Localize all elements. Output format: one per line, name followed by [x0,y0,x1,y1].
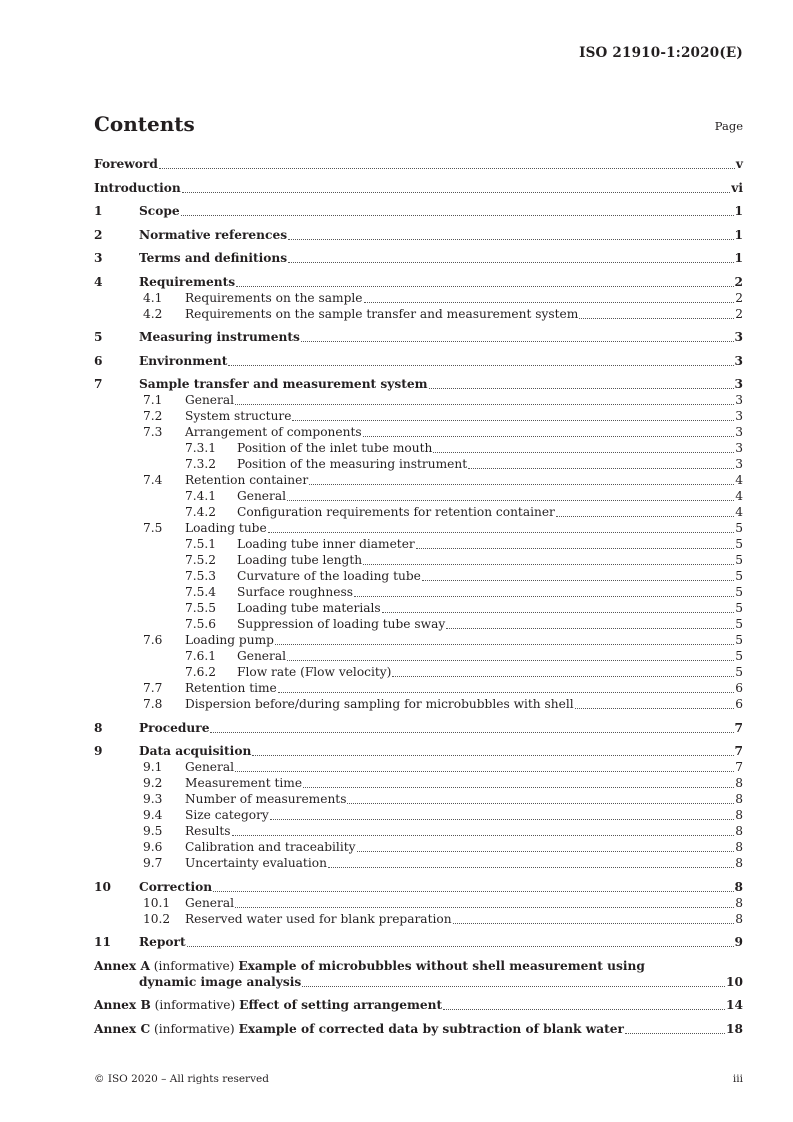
toc-entry-number: 7.4.1 [185,489,217,503]
toc-entry-number: 7.6.2 [185,665,217,679]
toc-entry-title: Terms and definitions [139,251,288,265]
toc-entry-leader-line [185,408,743,424]
toc-entry-title: Foreword [94,157,158,171]
toc-entry-title: Correction [139,879,213,894]
toc-entry[interactable] [94,156,743,172]
toc-entry-page: 8 [735,776,743,790]
toc-entry-leader-line [185,424,743,440]
toc-entry-page: 1 [734,227,743,242]
toc-entry-title: Data acquisition [139,744,252,758]
toc-entry-title: Suppression of loading tube sway [237,617,446,631]
toc-entry-leader-line [185,759,743,775]
dot-leader [624,1021,726,1037]
toc-entry-title: General [185,760,234,774]
toc-entry-page: 5 [735,633,743,647]
dot-leader [381,600,736,616]
toc-entry-leader-line [185,839,743,855]
toc-entry-title: General [185,393,234,407]
toc-entry-title: Report [139,935,186,949]
toc-entry-page: 5 [735,537,743,551]
toc-entry-page: 2 [735,290,743,305]
toc-entry-page: 7 [734,720,743,735]
dot-leader [300,329,735,345]
toc-annex-entry[interactable] [94,1021,743,1037]
toc-entry-leader-line [237,488,743,504]
toc-entry-title: Procedure [139,720,210,735]
toc-entry-page: 2 [734,274,743,289]
annex-page: 18 [726,1021,743,1036]
annex-label: Annex C [94,1021,151,1036]
toc-entry-leader-line [185,855,743,871]
toc-entry[interactable] [94,807,743,823]
toc-entry-title: Requirements [139,274,236,289]
toc-entry-title: Configuration requirements for retention container [237,505,555,519]
toc-entry-title: General [237,489,286,503]
toc-entry-number: 10.2 [143,911,171,926]
dot-leader [442,997,726,1013]
toc-entry-leader-line [185,520,743,536]
toc-entry-title: Calibration and traceability [185,840,356,854]
dot-leader [302,775,735,791]
dot-leader [186,934,735,950]
toc-entry-number: 7.5.4 [185,585,217,599]
toc-entry-leader-line [185,895,743,911]
annex-label: Annex A [94,958,150,973]
toc-entry[interactable] [94,823,743,839]
toc-entry-number: 7.6.1 [185,649,217,663]
toc-entry[interactable] [94,632,743,648]
dot-leader [578,306,735,322]
toc-entry[interactable] [94,911,743,927]
toc-entry-leader-line [237,584,743,600]
toc-entry[interactable] [94,250,743,266]
dot-leader [251,743,734,759]
dot-leader [227,353,734,369]
toc-entry-page: 8 [735,808,743,822]
toc-entry-leader-line [139,274,743,290]
toc-entry-leader-line [185,791,743,807]
toc-entry-number: 6 [94,353,103,368]
toc-entry-leader-line [237,536,743,552]
toc-entry[interactable] [94,616,743,632]
toc-entry-number: 5 [94,330,103,344]
toc-entry-number: 9.2 [143,776,163,790]
toc-entry-page: vi [731,180,743,195]
toc-entry-page: 3 [734,353,743,368]
toc-entry-title: Retention time [185,681,277,695]
toc-entry-page: 3 [734,377,743,391]
toc-entry-leader-line [94,156,743,172]
toc-entry-title: Loading tube inner diameter [237,537,415,551]
dot-leader [287,227,734,243]
toc-entry-title: Position of the measuring instrument [237,457,468,471]
toc-entry-number: 7.3 [143,425,163,439]
toc-entry[interactable] [94,743,743,759]
toc-entry-page: 3 [735,393,743,407]
page-column-label: Page [714,119,743,133]
toc-entry-page: 7 [734,744,743,758]
toc-entry[interactable] [94,648,743,664]
toc-entry-title: Scope [139,204,180,218]
toc-entry-number: 9.6 [143,840,163,854]
toc-entry-number: 7.8 [143,697,163,711]
toc-entry-leader-line [185,680,743,696]
annex-title-continued: dynamic image analysis [139,974,302,989]
dot-leader [235,274,734,290]
toc-entry-number: 7.5 [143,521,163,535]
toc-entry-page: 6 [735,697,743,711]
dot-leader [346,791,735,807]
annex-type: (informative) [150,998,240,1012]
toc-entry[interactable] [94,329,743,345]
toc-entry-page: 5 [735,553,743,567]
toc-entry-title: General [185,895,234,910]
toc-entry-number: 4 [94,274,103,289]
toc-entry-title: General [237,649,286,663]
document-id: ISO 21910-1:2020(E) [579,45,743,61]
contents-header [94,112,743,140]
dot-leader [234,392,735,408]
toc-entry-page: 9 [734,935,743,949]
toc-entry-title: Reserved water used for blank preparation [185,911,452,926]
annex-line [94,958,743,974]
dot-leader [269,807,735,823]
toc-entry-leader-line [237,648,743,664]
toc-entry[interactable] [94,855,743,871]
annex-type: (informative) [150,1021,239,1036]
toc-entry-number: 7.3.1 [185,441,217,455]
toc-entry-leader-line [94,180,743,196]
toc-entry-number: 7.5.5 [185,601,217,615]
toc-entry-leader-line [185,632,743,648]
dot-leader [181,180,731,196]
toc-entry[interactable] [94,568,743,584]
toc-entry-page: 4 [735,473,743,487]
dot-leader [267,520,736,536]
dot-leader [353,584,735,600]
toc-entry-page: 8 [735,792,743,806]
toc-entry-number: 7.5.2 [185,553,217,567]
toc-entry-leader-line [185,775,743,791]
annex-line-continued [94,974,743,990]
toc-entry-page: 8 [735,824,743,838]
dot-leader [301,974,726,990]
toc-entry-number: 9.5 [143,824,163,838]
annex-title: Effect of setting arrangement [239,998,443,1012]
dot-leader [467,456,735,472]
toc-entry[interactable] [94,504,743,520]
toc-entry[interactable] [94,791,743,807]
toc-entry-leader-line [185,823,743,839]
toc-entry-title: Number of measurements [185,792,347,806]
dot-leader [445,616,735,632]
toc-entry-page: 5 [735,521,743,535]
toc-entry-title: Loading pump [185,633,274,647]
toc-entry-page: 3 [735,441,743,455]
toc-entry[interactable] [94,600,743,616]
dot-leader [363,290,736,306]
dot-leader [428,376,735,392]
toc-entry-page: 8 [735,911,743,926]
toc-entry-number: 7.5.3 [185,569,217,583]
toc-entry-leader-line [139,934,743,950]
toc-entry-leader-line [237,616,743,632]
toc-entry-leader-line [139,329,743,345]
toc-entry-number: 11 [94,935,111,949]
toc-entry-number: 7.2 [143,409,163,423]
toc-entry-title: Loading tube materials [237,601,381,615]
toc-entry[interactable] [94,879,743,895]
toc-entry-page: 7 [735,760,743,774]
toc-entry-leader-line [237,504,743,520]
dot-leader [391,664,735,680]
toc-entry-title: Sample transfer and measurement system [139,377,428,391]
toc-entry[interactable] [94,456,743,472]
dot-leader [180,203,735,219]
dot-leader [432,440,735,456]
toc-entry-title: Dispersion before/during sampling for microbubbles with shell [185,697,574,711]
toc-entry-page: 5 [735,649,743,663]
toc-entry[interactable] [94,759,743,775]
dot-leader [308,472,735,488]
dot-leader [277,680,735,696]
dot-leader [274,632,735,648]
toc-entry-number: 7.5.6 [185,617,217,631]
toc-entry-number: 8 [94,720,103,735]
toc-entry-page: 5 [735,585,743,599]
toc-entry[interactable] [94,720,743,736]
toc-entry-title: Size category [185,808,269,822]
toc-entry[interactable] [94,895,743,911]
annex-label: Annex B [94,998,151,1012]
page-number: iii [732,1073,743,1085]
dot-leader [287,250,734,266]
dot-leader [555,504,735,520]
toc-entry[interactable] [94,274,743,290]
toc-entry-page: 6 [735,681,743,695]
toc-entry[interactable] [94,424,743,440]
toc-entry-page: 8 [735,895,743,910]
toc-entry-page: 2 [735,306,743,321]
toc-entry-title: Loading tube length [237,553,363,567]
toc-entry[interactable] [94,180,743,196]
toc-entry-number: 9.1 [143,760,163,774]
dot-leader [452,911,736,927]
dot-leader [158,156,736,172]
toc-entry-leader-line [185,696,743,712]
toc-entry-page: 5 [735,665,743,679]
annex-line [94,1021,743,1037]
dot-leader [574,696,736,712]
dot-leader [362,424,736,440]
annex-line [94,997,743,1013]
toc-entry-page: 4 [735,505,743,519]
toc-entry-number: 1 [94,204,103,218]
dot-leader [231,823,736,839]
copyright-notice: © ISO 2020 – All rights reserved [94,1073,269,1085]
toc-entry-page: 1 [734,204,743,218]
toc-entry-leader-line [139,227,743,243]
dot-leader [327,855,735,871]
toc-entry-number: 10.1 [143,895,171,910]
toc-entry-page: 5 [735,569,743,583]
toc-entry[interactable] [94,536,743,552]
toc-entry[interactable] [94,408,743,424]
table-of-contents [94,156,743,1037]
toc-entry-title: Retention container [185,473,309,487]
annex-title: Example of corrected data by subtraction of blank water [238,1021,624,1036]
toc-entry-leader-line [185,392,743,408]
toc-entry[interactable] [94,227,743,243]
toc-entry-page: 3 [735,425,743,439]
toc-entry-page: 8 [734,879,743,894]
toc-entry-number: 3 [94,251,103,265]
toc-entry-leader-line [237,456,743,472]
annex-page: 14 [726,998,743,1012]
toc-entry-title: System structure [185,409,292,423]
toc-entry-leader-line [139,250,743,266]
toc-entry-page: 5 [735,601,743,615]
toc-entry[interactable] [94,839,743,855]
toc-entry-number: 10 [94,879,111,894]
toc-entry[interactable] [94,680,743,696]
toc-entry-leader-line [237,664,743,680]
toc-entry-title: Environment [139,353,228,368]
toc-entry-number: 9.7 [143,856,163,870]
toc-entry-title: Flow rate (Flow velocity) [237,665,392,679]
dot-leader [234,759,735,775]
toc-entry-leader-line [185,306,743,322]
toc-entry-leader-line [139,203,743,219]
toc-entry-leader-line [139,376,743,392]
toc-entry-leader-line [139,743,743,759]
toc-entry-title: Requirements on the sample [185,290,363,305]
toc-entry-title: Measurement time [185,776,303,790]
toc-entry-leader-line [237,568,743,584]
toc-entry-page: 1 [734,251,743,265]
toc-entry-number: 7.1 [143,393,163,407]
toc-entry-leader-line [185,911,743,927]
toc-entry-leader-line [139,720,743,736]
toc-entry-title: Measuring instruments [139,330,300,344]
toc-entry-leader-line [237,440,743,456]
toc-entry[interactable] [94,376,743,392]
dot-leader [209,720,734,736]
dot-leader [356,839,736,855]
toc-entry-leader-line [237,600,743,616]
dot-leader [234,895,735,911]
dot-leader [362,552,735,568]
toc-entry[interactable] [94,552,743,568]
toc-entry-number: 7.5.1 [185,537,217,551]
annex-type: (informative) [149,958,239,973]
toc-entry[interactable] [94,203,743,219]
toc-entry-number: 7.6 [143,633,163,647]
toc-entry[interactable] [94,488,743,504]
toc-entry-page: 8 [735,856,743,870]
toc-entry-number: 4.1 [143,290,163,305]
toc-entry[interactable] [94,472,743,488]
toc-entry-number: 4.2 [143,306,163,321]
toc-entry[interactable] [94,440,743,456]
toc-annex-entry[interactable] [94,958,743,990]
toc-entry[interactable] [94,392,743,408]
toc-entry[interactable] [94,306,743,322]
dot-leader [286,648,735,664]
toc-entry-title: Arrangement of components [185,425,362,439]
toc-entry-page: 4 [735,489,743,503]
toc-entry-page: 3 [734,330,743,344]
toc-entry-title: Curvature of the loading tube [237,569,421,583]
toc-entry-leader-line [139,353,743,369]
toc-entry-number: 7.3.2 [185,457,217,471]
toc-entry[interactable] [94,934,743,950]
toc-entry-number: 9.3 [143,792,163,806]
toc-entry-page: 5 [735,617,743,631]
toc-entry-number: 7.4 [143,473,163,487]
annex-page: 10 [726,974,743,989]
toc-entry[interactable] [94,520,743,536]
toc-entry-leader-line [237,552,743,568]
toc-entry-leader-line [139,879,743,895]
dot-leader [212,879,734,895]
toc-entry-title: Results [185,824,231,838]
contents-title: Contents [94,112,195,136]
toc-entry-page: 3 [735,457,743,471]
toc-entry-page: v [735,157,743,171]
dot-leader [291,408,735,424]
toc-entry[interactable] [94,290,743,306]
toc-entry-title: Normative references [139,227,288,242]
toc-entry-number: 9 [94,744,103,758]
toc-entry[interactable] [94,584,743,600]
toc-entry-title: Position of the inlet tube mouth [237,441,433,455]
toc-entry-number: 9.4 [143,808,163,822]
toc-entry-number: 2 [94,227,103,242]
dot-leader [421,568,735,584]
toc-entry-title: Loading tube [185,521,267,535]
toc-entry-page: 3 [735,409,743,423]
toc-entry[interactable] [94,353,743,369]
toc-entry-number: 7.4.2 [185,505,217,519]
toc-entry-leader-line [185,290,743,306]
toc-entry[interactable] [94,775,743,791]
dot-leader [286,488,735,504]
toc-annex-entry[interactable] [94,997,743,1013]
toc-entry[interactable] [94,664,743,680]
dot-leader [415,536,735,552]
toc-entry-title: Requirements on the sample transfer and measurement system [185,306,579,321]
annex-title: Example of microbubbles without shell measurement using [238,958,645,973]
toc-entry[interactable] [94,696,743,712]
toc-entry-page: 8 [735,840,743,854]
toc-entry-title: Introduction [94,180,181,195]
toc-entry-leader-line [185,472,743,488]
toc-entry-number: 7.7 [143,681,163,695]
toc-entry-leader-line [185,807,743,823]
toc-entry-title: Surface roughness [237,585,353,599]
toc-entry-title: Uncertainty evaluation [185,856,327,870]
toc-entry-number: 7 [94,377,103,391]
